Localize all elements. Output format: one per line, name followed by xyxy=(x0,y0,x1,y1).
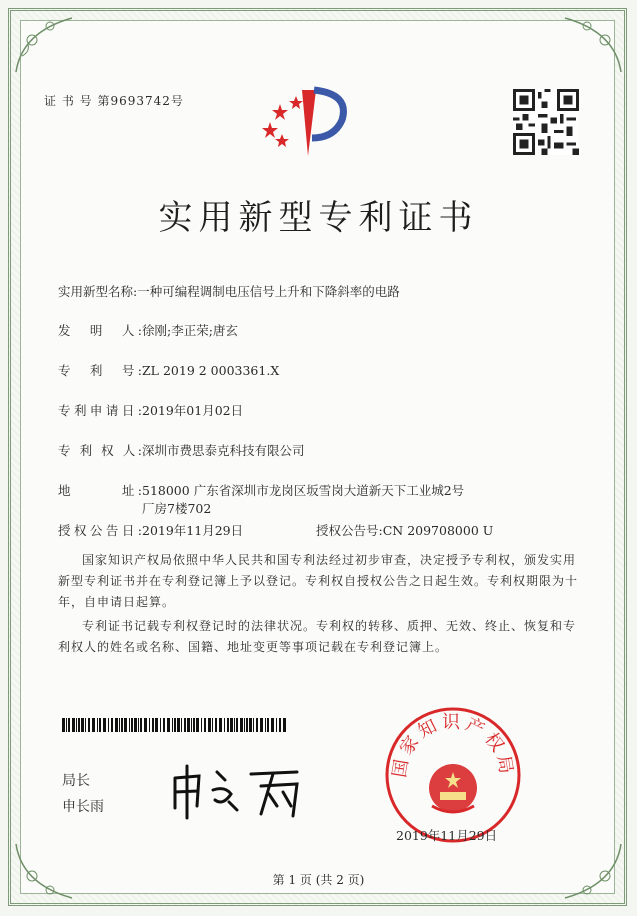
field-address-line2 xyxy=(142,499,211,517)
field-label: 专利申请日: xyxy=(58,403,142,418)
field-grant-number xyxy=(316,521,493,539)
certificate-number: 证 书 号 第9693742号 xyxy=(44,94,184,108)
field-label: 发 明 人: xyxy=(58,323,142,338)
director-name: 申长雨 xyxy=(62,799,104,815)
paragraph-grant-statement: 国家知识产权局依照中华人民共和国专利法经过初步审查，决定授予专利权，颁发实用新型专利证书并在专利登记簿上予以登记。专利权自授权公告之日起生效。专利权期限为十年，自申请日起算。 xyxy=(58,553,579,609)
paragraph-legal-status: 专利证书记载专利权登记时的法律状况。专利权的转移、质押、无效、终止、恢复和专利权人的姓名或名称、国籍、地址变更等事项记载在专利登记簿上。 xyxy=(58,619,577,654)
field-inventor xyxy=(58,321,238,339)
page-number: 第 1 页 (共 2 页) xyxy=(272,873,365,887)
director-title: 局长 xyxy=(62,773,90,789)
barcode-icon xyxy=(62,717,288,731)
field-value: ZL 2019 2 0003361.X xyxy=(142,363,280,378)
field-label: 专 利 号: xyxy=(58,363,142,378)
field-value: 2019年01月02日 xyxy=(142,403,244,418)
field-label: 授权公告号: xyxy=(316,523,383,538)
field-label: 实用新型名称: xyxy=(58,284,138,299)
seal-date: 2019年11月29日 xyxy=(396,828,498,843)
corner-vine-icon xyxy=(555,12,625,82)
field-label: 授权公告日: xyxy=(58,523,142,538)
field-patent-number xyxy=(58,361,279,379)
field-grant-date xyxy=(58,521,243,539)
patent-logo-icon xyxy=(258,82,358,162)
certificate-title: 实用新型专利证书 xyxy=(158,198,479,238)
signature xyxy=(165,760,315,820)
field-utility-model-name xyxy=(58,282,400,300)
field-patentee xyxy=(58,441,305,459)
field-address xyxy=(58,481,464,499)
field-label: 地 址: xyxy=(58,483,142,498)
corner-vine-icon xyxy=(12,12,82,82)
field-value: 深圳市费思泰克科技有限公司 xyxy=(142,443,305,458)
field-value: 2019年11月29日 xyxy=(142,523,244,538)
field-value: CN 209708000 U xyxy=(382,523,494,538)
seal-text: 国家知识产权局 xyxy=(389,712,517,780)
corner-vine-icon xyxy=(555,834,625,904)
national-emblem-icon xyxy=(384,706,522,844)
field-value: 518000 广东省深圳市龙岗区坂雪岗大道新天下工业城2号 xyxy=(142,483,465,498)
field-value: 徐刚;李正荣;唐玄 xyxy=(142,323,238,338)
field-value: 厂房7楼702 xyxy=(142,501,212,516)
corner-vine-icon xyxy=(12,834,82,904)
field-application-date xyxy=(58,401,243,419)
field-label: 专 利 权 人: xyxy=(58,443,142,458)
qr-code-icon xyxy=(513,89,579,155)
field-value: 一种可编程调制电压信号上升和下降斜率的电路 xyxy=(137,284,400,299)
